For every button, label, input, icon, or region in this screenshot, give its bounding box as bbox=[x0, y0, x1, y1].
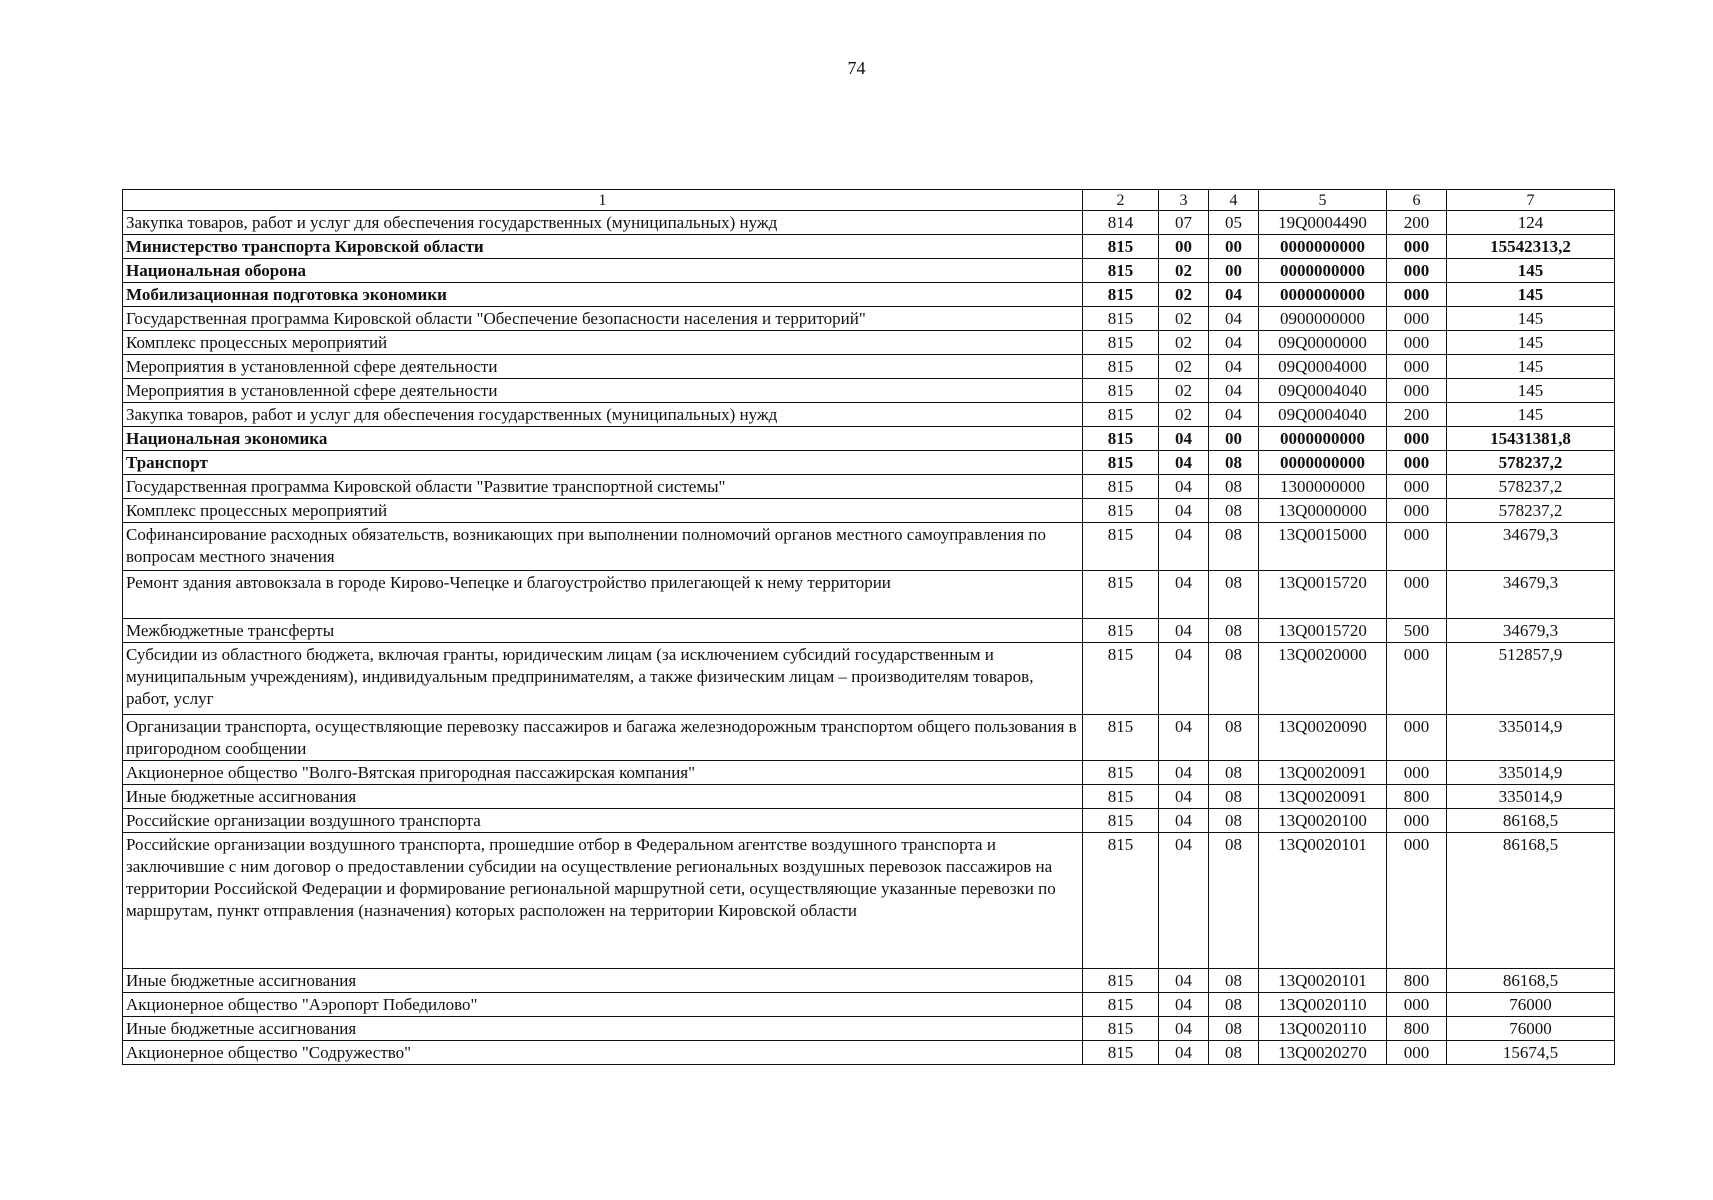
cell-expense-type: 000 bbox=[1387, 809, 1447, 833]
cell-name: Акционерное общество "Волго-Вятская пригородная пассажирская компания" bbox=[123, 761, 1083, 785]
cell-expense-type: 000 bbox=[1387, 283, 1447, 307]
cell-admin-code: 815 bbox=[1083, 809, 1159, 833]
cell-admin-code: 815 bbox=[1083, 993, 1159, 1017]
cell-amount: 145 bbox=[1447, 331, 1615, 355]
header-cell-4: 4 bbox=[1209, 190, 1259, 211]
table-row bbox=[123, 307, 1615, 331]
cell-admin-code: 815 bbox=[1083, 379, 1159, 403]
cell-section: 04 bbox=[1159, 571, 1209, 619]
cell-admin-code: 815 bbox=[1083, 235, 1159, 259]
cell-admin-code: 815 bbox=[1083, 283, 1159, 307]
cell-target-item: 09Q0004040 bbox=[1259, 403, 1387, 427]
cell-section: 04 bbox=[1159, 619, 1209, 643]
cell-name: Иные бюджетные ассигнования bbox=[123, 969, 1083, 993]
header-cell-2: 2 bbox=[1083, 190, 1159, 211]
cell-expense-type: 200 bbox=[1387, 403, 1447, 427]
cell-admin-code: 815 bbox=[1083, 715, 1159, 761]
cell-subsection: 04 bbox=[1209, 403, 1259, 427]
cell-expense-type: 000 bbox=[1387, 571, 1447, 619]
table-row bbox=[123, 499, 1615, 523]
cell-target-item: 13Q0015720 bbox=[1259, 571, 1387, 619]
cell-amount: 578237,2 bbox=[1447, 499, 1615, 523]
cell-section: 04 bbox=[1159, 809, 1209, 833]
header-row bbox=[123, 190, 1615, 211]
cell-name: Акционерное общество "Аэропорт Победилово" bbox=[123, 993, 1083, 1017]
cell-section: 04 bbox=[1159, 475, 1209, 499]
cell-admin-code: 815 bbox=[1083, 643, 1159, 715]
cell-amount: 145 bbox=[1447, 355, 1615, 379]
table-row bbox=[123, 619, 1615, 643]
cell-name: Закупка товаров, работ и услуг для обеспечения государственных (муниципальных) нужд bbox=[123, 403, 1083, 427]
cell-name: Национальная оборона bbox=[123, 259, 1083, 283]
cell-target-item: 0000000000 bbox=[1259, 235, 1387, 259]
cell-amount: 34679,3 bbox=[1447, 523, 1615, 571]
cell-target-item: 09Q0004040 bbox=[1259, 379, 1387, 403]
cell-section: 04 bbox=[1159, 451, 1209, 475]
cell-amount: 76000 bbox=[1447, 1017, 1615, 1041]
cell-name: Иные бюджетные ассигнования bbox=[123, 785, 1083, 809]
cell-name: Межбюджетные трансферты bbox=[123, 619, 1083, 643]
cell-section: 02 bbox=[1159, 259, 1209, 283]
cell-name: Мероприятия в установленной сфере деятельности bbox=[123, 355, 1083, 379]
cell-target-item: 0000000000 bbox=[1259, 427, 1387, 451]
cell-expense-type: 000 bbox=[1387, 833, 1447, 969]
cell-subsection: 08 bbox=[1209, 715, 1259, 761]
cell-expense-type: 000 bbox=[1387, 715, 1447, 761]
table-row bbox=[123, 1041, 1615, 1065]
cell-target-item: 09Q0000000 bbox=[1259, 331, 1387, 355]
table-row bbox=[123, 355, 1615, 379]
cell-section: 02 bbox=[1159, 403, 1209, 427]
cell-target-item: 0900000000 bbox=[1259, 307, 1387, 331]
cell-amount: 335014,9 bbox=[1447, 785, 1615, 809]
table-row bbox=[123, 475, 1615, 499]
cell-name: Ремонт здания автовокзала в городе Кирово-Чепецке и благоустройство прилегающей к нему территории bbox=[123, 571, 1083, 619]
cell-admin-code: 815 bbox=[1083, 1041, 1159, 1065]
cell-subsection: 08 bbox=[1209, 499, 1259, 523]
cell-target-item: 09Q0004000 bbox=[1259, 355, 1387, 379]
cell-admin-code: 814 bbox=[1083, 211, 1159, 235]
cell-subsection: 08 bbox=[1209, 785, 1259, 809]
cell-name: Иные бюджетные ассигнования bbox=[123, 1017, 1083, 1041]
cell-section: 04 bbox=[1159, 993, 1209, 1017]
cell-subsection: 08 bbox=[1209, 523, 1259, 571]
cell-target-item: 13Q0020110 bbox=[1259, 993, 1387, 1017]
cell-target-item: 13Q0020110 bbox=[1259, 1017, 1387, 1041]
table-row bbox=[123, 761, 1615, 785]
table-row bbox=[123, 235, 1615, 259]
cell-section: 04 bbox=[1159, 499, 1209, 523]
cell-subsection: 08 bbox=[1209, 619, 1259, 643]
cell-amount: 145 bbox=[1447, 259, 1615, 283]
table-row bbox=[123, 259, 1615, 283]
cell-subsection: 08 bbox=[1209, 969, 1259, 993]
cell-expense-type: 800 bbox=[1387, 785, 1447, 809]
cell-expense-type: 000 bbox=[1387, 307, 1447, 331]
cell-name: Закупка товаров, работ и услуг для обеспечения государственных (муниципальных) нужд bbox=[123, 211, 1083, 235]
cell-amount: 335014,9 bbox=[1447, 715, 1615, 761]
cell-target-item: 1300000000 bbox=[1259, 475, 1387, 499]
table-row bbox=[123, 643, 1615, 715]
cell-expense-type: 500 bbox=[1387, 619, 1447, 643]
cell-name: Министерство транспорта Кировской области bbox=[123, 235, 1083, 259]
cell-subsection: 00 bbox=[1209, 259, 1259, 283]
cell-section: 02 bbox=[1159, 331, 1209, 355]
cell-amount: 76000 bbox=[1447, 993, 1615, 1017]
cell-expense-type: 000 bbox=[1387, 1041, 1447, 1065]
cell-section: 04 bbox=[1159, 643, 1209, 715]
cell-admin-code: 815 bbox=[1083, 259, 1159, 283]
cell-name: Мобилизационная подготовка экономики bbox=[123, 283, 1083, 307]
cell-expense-type: 000 bbox=[1387, 993, 1447, 1017]
cell-subsection: 04 bbox=[1209, 379, 1259, 403]
cell-admin-code: 815 bbox=[1083, 331, 1159, 355]
cell-amount: 335014,9 bbox=[1447, 761, 1615, 785]
cell-expense-type: 000 bbox=[1387, 427, 1447, 451]
cell-expense-type: 000 bbox=[1387, 331, 1447, 355]
cell-admin-code: 815 bbox=[1083, 619, 1159, 643]
cell-section: 04 bbox=[1159, 833, 1209, 969]
cell-name: Субсидии из областного бюджета, включая гранты, юридическим лицам (за исключением субсидий государственным и муниципальным учреждениям), индивидуальным предпринимателям, а также физическим лицам – производителям товаров, работ, услуг bbox=[123, 643, 1083, 715]
cell-admin-code: 815 bbox=[1083, 427, 1159, 451]
table-row bbox=[123, 969, 1615, 993]
cell-target-item: 13Q0020091 bbox=[1259, 761, 1387, 785]
cell-name: Комплекс процессных мероприятий bbox=[123, 331, 1083, 355]
table-row bbox=[123, 715, 1615, 761]
cell-name: Национальная экономика bbox=[123, 427, 1083, 451]
header-cell-7: 7 bbox=[1447, 190, 1615, 211]
cell-name: Транспорт bbox=[123, 451, 1083, 475]
cell-admin-code: 815 bbox=[1083, 571, 1159, 619]
cell-section: 04 bbox=[1159, 969, 1209, 993]
cell-expense-type: 000 bbox=[1387, 355, 1447, 379]
cell-amount: 578237,2 bbox=[1447, 475, 1615, 499]
cell-amount: 578237,2 bbox=[1447, 451, 1615, 475]
cell-amount: 34679,3 bbox=[1447, 619, 1615, 643]
cell-subsection: 04 bbox=[1209, 331, 1259, 355]
table-row bbox=[123, 571, 1615, 619]
cell-target-item: 0000000000 bbox=[1259, 259, 1387, 283]
cell-admin-code: 815 bbox=[1083, 761, 1159, 785]
cell-name: Комплекс процессных мероприятий bbox=[123, 499, 1083, 523]
table-row bbox=[123, 451, 1615, 475]
cell-target-item: 0000000000 bbox=[1259, 283, 1387, 307]
cell-target-item: 13Q0020100 bbox=[1259, 809, 1387, 833]
cell-amount: 15431381,8 bbox=[1447, 427, 1615, 451]
cell-expense-type: 000 bbox=[1387, 259, 1447, 283]
cell-subsection: 08 bbox=[1209, 761, 1259, 785]
cell-admin-code: 815 bbox=[1083, 475, 1159, 499]
cell-section: 04 bbox=[1159, 785, 1209, 809]
cell-admin-code: 815 bbox=[1083, 969, 1159, 993]
cell-admin-code: 815 bbox=[1083, 307, 1159, 331]
table-header bbox=[123, 190, 1615, 211]
cell-subsection: 04 bbox=[1209, 355, 1259, 379]
cell-expense-type: 000 bbox=[1387, 761, 1447, 785]
cell-name: Организации транспорта, осуществляющие перевозку пассажиров и багажа железнодорожным транспортом общего пользования в пригородном сообщении bbox=[123, 715, 1083, 761]
cell-expense-type: 000 bbox=[1387, 643, 1447, 715]
cell-subsection: 08 bbox=[1209, 1017, 1259, 1041]
cell-expense-type: 000 bbox=[1387, 499, 1447, 523]
cell-amount: 145 bbox=[1447, 307, 1615, 331]
cell-section: 04 bbox=[1159, 427, 1209, 451]
cell-section: 00 bbox=[1159, 235, 1209, 259]
header-cell-3: 3 bbox=[1159, 190, 1209, 211]
cell-subsection: 00 bbox=[1209, 427, 1259, 451]
cell-section: 02 bbox=[1159, 355, 1209, 379]
cell-name: Государственная программа Кировской области "Развитие транспортной системы" bbox=[123, 475, 1083, 499]
cell-admin-code: 815 bbox=[1083, 499, 1159, 523]
table-row bbox=[123, 809, 1615, 833]
cell-admin-code: 815 bbox=[1083, 1017, 1159, 1041]
cell-subsection: 08 bbox=[1209, 833, 1259, 969]
table-row bbox=[123, 211, 1615, 235]
header-cell-5: 5 bbox=[1259, 190, 1387, 211]
cell-admin-code: 815 bbox=[1083, 785, 1159, 809]
cell-target-item: 19Q0004490 bbox=[1259, 211, 1387, 235]
cell-subsection: 08 bbox=[1209, 643, 1259, 715]
cell-name: Софинансирование расходных обязательств, возникающих при выполнении полномочий органов местного самоуправления по вопросам местного значения bbox=[123, 523, 1083, 571]
cell-target-item: 13Q0020091 bbox=[1259, 785, 1387, 809]
cell-subsection: 08 bbox=[1209, 809, 1259, 833]
table-body bbox=[123, 211, 1615, 1065]
cell-expense-type: 000 bbox=[1387, 379, 1447, 403]
cell-subsection: 04 bbox=[1209, 283, 1259, 307]
table-row bbox=[123, 331, 1615, 355]
table-row bbox=[123, 785, 1615, 809]
cell-admin-code: 815 bbox=[1083, 355, 1159, 379]
cell-name: Акционерное общество "Содружество" bbox=[123, 1041, 1083, 1065]
cell-amount: 512857,9 bbox=[1447, 643, 1615, 715]
table-row bbox=[123, 1017, 1615, 1041]
cell-target-item: 13Q0020101 bbox=[1259, 969, 1387, 993]
cell-admin-code: 815 bbox=[1083, 403, 1159, 427]
cell-target-item: 13Q0020270 bbox=[1259, 1041, 1387, 1065]
cell-amount: 124 bbox=[1447, 211, 1615, 235]
cell-section: 07 bbox=[1159, 211, 1209, 235]
cell-amount: 145 bbox=[1447, 283, 1615, 307]
cell-name: Российские организации воздушного транспорта, прошедшие отбор в Федеральном агентстве воздушного транспорта и заключившие с ним договор о предоставлении субсидии на осуществление региональных воздушных перевозок пассажиров на территории Российской Федерации и формирование региональной маршрутной сети, осуществляющие указанные перевозки по маршрутам, пункт отправления (назначения) которых расположен на территории Кировской области bbox=[123, 833, 1083, 969]
cell-section: 04 bbox=[1159, 715, 1209, 761]
cell-amount: 15542313,2 bbox=[1447, 235, 1615, 259]
cell-expense-type: 000 bbox=[1387, 475, 1447, 499]
cell-subsection: 08 bbox=[1209, 1041, 1259, 1065]
cell-amount: 86168,5 bbox=[1447, 809, 1615, 833]
cell-subsection: 00 bbox=[1209, 235, 1259, 259]
cell-subsection: 08 bbox=[1209, 993, 1259, 1017]
cell-amount: 86168,5 bbox=[1447, 969, 1615, 993]
cell-section: 04 bbox=[1159, 761, 1209, 785]
cell-section: 04 bbox=[1159, 1017, 1209, 1041]
cell-target-item: 13Q0015000 bbox=[1259, 523, 1387, 571]
page-number: 74 bbox=[847, 58, 866, 78]
cell-expense-type: 000 bbox=[1387, 235, 1447, 259]
table-row bbox=[123, 379, 1615, 403]
cell-amount: 34679,3 bbox=[1447, 571, 1615, 619]
cell-admin-code: 815 bbox=[1083, 523, 1159, 571]
cell-subsection: 04 bbox=[1209, 307, 1259, 331]
cell-name: Российские организации воздушного транспорта bbox=[123, 809, 1083, 833]
cell-target-item: 13Q0020000 bbox=[1259, 643, 1387, 715]
cell-subsection: 05 bbox=[1209, 211, 1259, 235]
cell-admin-code: 815 bbox=[1083, 451, 1159, 475]
header-cell-6: 6 bbox=[1387, 190, 1447, 211]
cell-admin-code: 815 bbox=[1083, 833, 1159, 969]
cell-target-item: 0000000000 bbox=[1259, 451, 1387, 475]
table-row bbox=[123, 427, 1615, 451]
cell-expense-type: 200 bbox=[1387, 211, 1447, 235]
cell-expense-type: 800 bbox=[1387, 1017, 1447, 1041]
cell-target-item: 13Q0000000 bbox=[1259, 499, 1387, 523]
budget-table bbox=[122, 189, 1615, 1065]
header-cell-1: 1 bbox=[123, 190, 1083, 211]
cell-section: 04 bbox=[1159, 523, 1209, 571]
cell-subsection: 08 bbox=[1209, 475, 1259, 499]
cell-target-item: 13Q0020090 bbox=[1259, 715, 1387, 761]
cell-target-item: 13Q0015720 bbox=[1259, 619, 1387, 643]
cell-section: 04 bbox=[1159, 1041, 1209, 1065]
cell-amount: 145 bbox=[1447, 379, 1615, 403]
cell-name: Государственная программа Кировской области "Обеспечение безопасности населения и территорий" bbox=[123, 307, 1083, 331]
cell-subsection: 08 bbox=[1209, 451, 1259, 475]
cell-amount: 86168,5 bbox=[1447, 833, 1615, 969]
table-row bbox=[123, 283, 1615, 307]
cell-expense-type: 000 bbox=[1387, 523, 1447, 571]
table-row bbox=[123, 403, 1615, 427]
cell-name: Мероприятия в установленной сфере деятельности bbox=[123, 379, 1083, 403]
cell-expense-type: 000 bbox=[1387, 451, 1447, 475]
cell-section: 02 bbox=[1159, 283, 1209, 307]
table-row bbox=[123, 833, 1615, 969]
cell-section: 02 bbox=[1159, 379, 1209, 403]
table-row bbox=[123, 523, 1615, 571]
cell-expense-type: 800 bbox=[1387, 969, 1447, 993]
cell-section: 02 bbox=[1159, 307, 1209, 331]
cell-amount: 15674,5 bbox=[1447, 1041, 1615, 1065]
cell-subsection: 08 bbox=[1209, 571, 1259, 619]
cell-amount: 145 bbox=[1447, 403, 1615, 427]
cell-target-item: 13Q0020101 bbox=[1259, 833, 1387, 969]
table-row bbox=[123, 993, 1615, 1017]
